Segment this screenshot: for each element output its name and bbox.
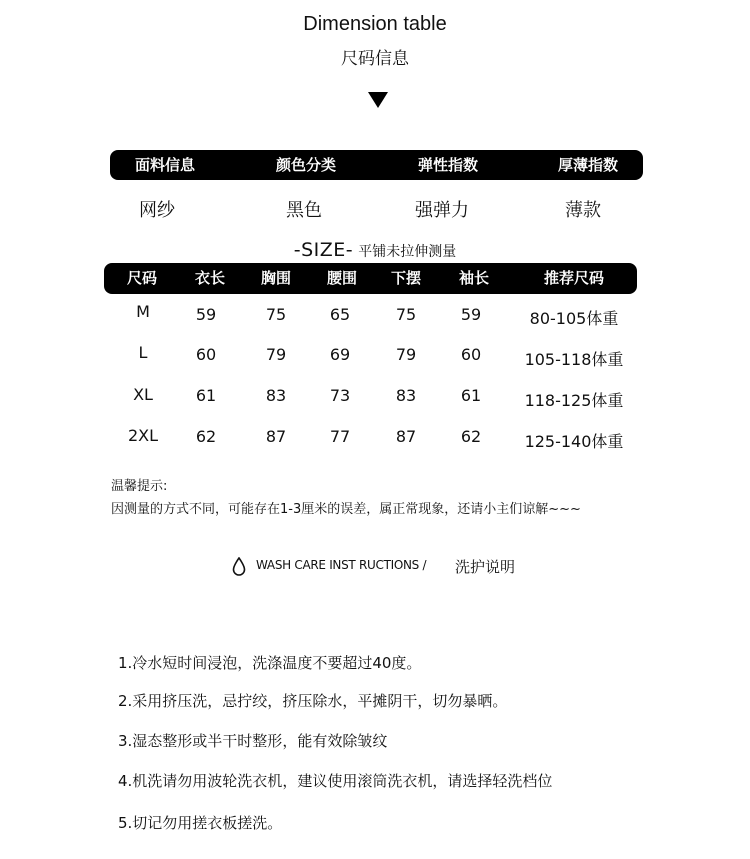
table-cell: 2XL <box>127 426 159 445</box>
table-cell: M <box>136 302 150 321</box>
size-header-bust: 胸围 <box>260 269 291 287</box>
table-cell: 87 <box>265 427 287 446</box>
fabric-value-elasticity: 强弹力 <box>415 200 469 221</box>
care-instruction-item: 2.采用挤压洗，忌拧绞，挤压除水，平摊阴干，切勿暴晒。 <box>118 692 508 710</box>
down-triangle-icon <box>368 92 388 108</box>
table-cell: 60 <box>460 345 482 364</box>
table-cell: 59 <box>460 305 482 324</box>
fabric-header-elasticity: 弹性指数 <box>417 156 478 174</box>
care-instruction-item: 5.切记勿用搓衣板搓洗。 <box>118 814 283 832</box>
table-cell: 75 <box>395 305 417 324</box>
title-chinese: 尺码信息 <box>341 49 409 69</box>
table-cell: 118-125体重 <box>524 391 624 410</box>
fabric-value-thickness: 薄款 <box>565 200 601 221</box>
size-header-bar <box>104 263 637 294</box>
table-cell: 83 <box>265 386 287 405</box>
table-cell: 79 <box>395 345 417 364</box>
table-cell: 59 <box>195 305 217 324</box>
table-cell: 60 <box>195 345 217 364</box>
table-cell: 75 <box>265 305 287 324</box>
care-instruction-item: 3.湿态整形或半干时整形，能有效除皱纹 <box>118 732 388 750</box>
notice-title: 温馨提示: <box>111 479 168 494</box>
fabric-value-color: 黑色 <box>286 200 322 221</box>
title-english: Dimension table <box>303 13 447 35</box>
size-heading-note: 平铺未拉伸测量 <box>358 244 457 260</box>
table-cell: 83 <box>395 386 417 405</box>
table-cell: 61 <box>195 386 217 405</box>
table-cell: 65 <box>329 305 351 324</box>
table-cell: 73 <box>329 386 351 405</box>
table-cell: 61 <box>460 386 482 405</box>
table-cell: XL <box>133 385 153 404</box>
table-cell: 80-105体重 <box>529 309 619 328</box>
size-header-hem: 下摆 <box>390 269 421 287</box>
table-cell: 62 <box>195 427 217 446</box>
size-heading <box>0 239 750 261</box>
care-instruction-item: 4.机洗请勿用波轮洗衣机，建议使用滚筒洗衣机，请选择轻洗档位 <box>118 772 553 790</box>
notice-text: 因测量的方式不同，可能存在1-3厘米的误差，属正常现象，还请小主们谅解~~~ <box>111 502 581 517</box>
fabric-value-material: 网纱 <box>139 200 175 221</box>
size-header-sleeve: 袖长 <box>458 269 489 287</box>
size-header-waist: 腰围 <box>326 269 357 287</box>
table-cell: L <box>138 343 148 362</box>
water-drop-icon <box>232 557 246 576</box>
size-header-size: 尺码 <box>126 269 157 287</box>
table-cell: 125-140体重 <box>524 432 624 451</box>
wash-care-chinese: 洗护说明 <box>455 558 516 576</box>
fabric-header-color: 颜色分类 <box>275 156 336 174</box>
fabric-header-bar <box>110 150 643 180</box>
table-cell: 87 <box>395 427 417 446</box>
table-cell: 62 <box>460 427 482 446</box>
size-header-recommended: 推荐尺码 <box>543 269 604 287</box>
size-header-length: 衣长 <box>194 269 225 287</box>
table-cell: 77 <box>329 427 351 446</box>
table-cell: 69 <box>329 345 351 364</box>
wash-care-english: WASH CARE INST RUCTIONS / <box>256 558 427 572</box>
table-cell: 79 <box>265 345 287 364</box>
size-heading-title: -SIZE- <box>293 239 354 261</box>
fabric-header-thickness: 厚薄指数 <box>557 156 618 174</box>
fabric-header-material: 面料信息 <box>134 156 195 174</box>
care-instruction-item: 1.冷水短时间浸泡，洗涤温度不要超过40度。 <box>118 654 422 672</box>
table-cell: 105-118体重 <box>524 350 624 369</box>
